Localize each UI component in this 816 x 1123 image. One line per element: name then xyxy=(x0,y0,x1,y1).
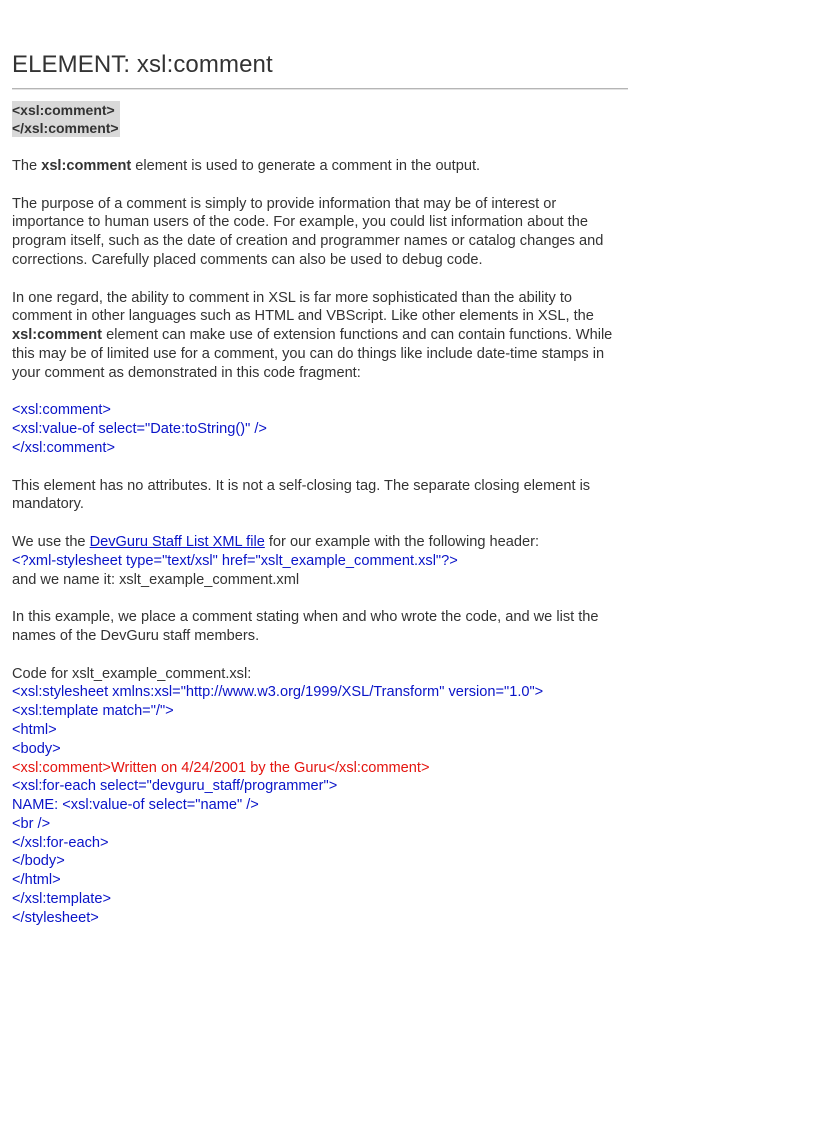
example-setup-paragraph xyxy=(12,533,628,589)
intro-text-before: The xyxy=(12,158,42,174)
example-description-paragraph: In this example, we place a comment stating when and who wrote the code, and we list the names of the DevGuru staff members. xyxy=(12,609,599,644)
example-code-block xyxy=(12,665,628,928)
code-line: <br /> xyxy=(12,815,51,832)
stylesheet-header-code: <?xml-stylesheet type="text/xsl" href="xslt_example_comment.xsl"?> xyxy=(12,552,458,569)
attributes-paragraph: This element has no attributes. It is not a self-closing tag. The separate closing element is mandatory. xyxy=(12,477,591,513)
sophistication-text-before: In one regard, the ability to comment in XSL is far more sophisticated than the ability to comment in other languages such as HTML and VBScript. Like other elements in XSL, the xyxy=(12,289,594,325)
intro-element-name: xsl:comment xyxy=(41,158,132,174)
sophistication-paragraph xyxy=(12,289,628,383)
intro-paragraph xyxy=(12,157,628,176)
fragment-line: </xsl:comment> xyxy=(12,439,116,456)
xml-filename-line: and we name it: xslt_example_comment.xml xyxy=(12,571,300,588)
syntax-close-tag: </xsl:comment> xyxy=(12,120,119,136)
code-line: <xsl:stylesheet xmlns:xsl="http://www.w3.org/1999/XSL/Transform" version="1.0"> xyxy=(12,684,544,701)
title-divider xyxy=(12,88,628,90)
sophistication-element-name: xsl:comment xyxy=(12,327,103,344)
setup-text-after: for our example with the following header: xyxy=(264,533,540,550)
syntax-open-tag: <xsl:comment> xyxy=(12,102,115,118)
code-heading: Code for xslt_example_comment.xsl: xyxy=(12,665,252,682)
intro-text-after: element is used to generate a comment in the output. xyxy=(131,158,481,174)
code-fragment xyxy=(12,401,628,457)
fragment-line: <xsl:value-of select="Date:toString()" /> xyxy=(12,421,267,438)
code-line: </body> xyxy=(12,853,65,870)
sophistication-text-after: element can make use of extension functions and can contain functions. While this may be of limited use for a comment, you can do things like include date-time stamps in your comment as demonstrated in this code fragment: xyxy=(12,327,613,381)
setup-text-before: We use the xyxy=(12,533,90,550)
code-line: </stylesheet> xyxy=(12,909,99,926)
highlighted-comment-line: <xsl:comment>Written on 4/24/2001 by the Guru</xsl:comment> xyxy=(12,759,430,776)
code-line: </xsl:for-each> xyxy=(12,834,109,851)
code-line: <xsl:template match="/"> xyxy=(12,703,174,720)
code-line: <xsl:for-each select="devguru_staff/programmer"> xyxy=(12,778,338,795)
purpose-paragraph: The purpose of a comment is simply to provide information that may be of interest or importance to human users of the code. For example, you could list information about the program itself, such as the date of creation and programmer names or catalog changes and corrections. Carefully placed comments can also be used to debug code. xyxy=(12,195,604,268)
page-title: ELEMENT: xsl:comment xyxy=(12,51,273,78)
code-line: <html> xyxy=(12,721,57,738)
article-body xyxy=(12,157,628,946)
code-line: </html> xyxy=(12,872,61,889)
code-line: NAME: <xsl:value-of select="name" /> xyxy=(12,797,259,814)
code-line: <body> xyxy=(12,740,61,757)
code-line: </xsl:template> xyxy=(12,891,111,908)
staff-list-xml-link[interactable]: DevGuru Staff List XML file xyxy=(89,533,265,550)
syntax-box xyxy=(12,101,120,137)
fragment-line: <xsl:comment> xyxy=(12,402,111,419)
